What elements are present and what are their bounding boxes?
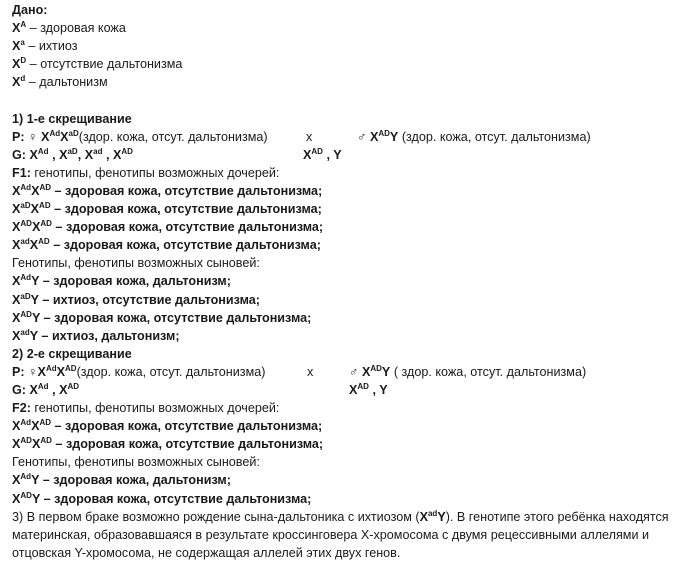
given-title: Дано: bbox=[12, 3, 48, 17]
cross-sign: x bbox=[307, 364, 314, 379]
male-parent: ♂ $X^{AD}Y$ (здор. кожа, отсут. дальтонизма) bbox=[357, 128, 591, 144]
male-gametes: $X^{AD}$ , Y bbox=[303, 146, 342, 162]
male-gametes: $X^{AD}$ , Y bbox=[349, 381, 388, 397]
cross2-gametes-line: G: $X^{Ad}$ , $X^{AD}$ $X^{AD}$ , Y bbox=[12, 381, 688, 399]
conclusion-paragraph: 3) В первом браке возможно рождение сына-дальтоника с ихтиозом $(X^{ad}Y)$. В генотипе этого ребёнка находятся материнская, образовавшаяся в результате кроссинговера Х-хромосома с двумя рецессивными аллелями и отцовская Y-хромосома, не содержащая аллелей этих двух генов. bbox=[12, 508, 669, 560]
cross1-gametes-line: G: $X^{Ad}$ , $X^{aD}$, $X^{ad}$ , $X^{AD}$ $X^{AD}$ , Y bbox=[12, 146, 688, 164]
genotype-line: $X^{AD}X^{AD}$ – здоровая кожа, отсутствие дальтонизма; bbox=[12, 436, 324, 452]
allele-line: $X^D$ – отсутствие дальтонизма bbox=[12, 56, 183, 72]
genotype-line: $X^{ad}X^{AD}$ – здоровая кожа, отсутствие дальтонизма; bbox=[12, 237, 321, 253]
cross2-parents-line: P: $♀X^{Ad}X^{AD}(здор$. кожа, отсут. дальтонизма) x ♂ $X^{AD}Y$ ( здор. кожа, отсут. дальтонизма) bbox=[12, 363, 688, 381]
genotype-line: $X^{Ad}X^{AD}$ – здоровая кожа, отсутствие дальтонизма; bbox=[12, 418, 323, 434]
cross1-heading: 1) 1-е скрещивание bbox=[12, 111, 132, 126]
sons-intro: Генотипы, фенотипы возможных сыновей: bbox=[12, 256, 260, 271]
genotype-line: $X^{Ad}X^{AD}$ – здоровая кожа, отсутствие дальтонизма; bbox=[12, 182, 323, 198]
genotype-line: $X^{Ad}Y$ – здоровая кожа, дальтонизм; bbox=[12, 472, 231, 488]
male-parent: ♂ $X^{AD}Y$ ( здор. кожа, отсут. дальтонизма) bbox=[349, 363, 587, 379]
f2-daughters-intro: F2: генотипы, фенотипы возможных дочерей: bbox=[12, 401, 280, 416]
sons-intro: Генотипы, фенотипы возможных сыновей: bbox=[12, 455, 260, 470]
allele-line: $X^a$ – ихтиоз bbox=[12, 38, 78, 54]
cross2-heading: 2) 2-е скрещивание bbox=[12, 346, 132, 361]
genotype-line: $X^{aD}Y$ – ихтиоз, отсутствие дальтонизма; bbox=[12, 291, 260, 307]
genotype-line: $X^{AD}Y$ – здоровая кожа, отсутствие дальтонизма; bbox=[12, 309, 312, 325]
genotype-line: $X^{Ad}Y$ – здоровая кожа, дальтонизм; bbox=[12, 273, 231, 289]
genotype-line: $X^{AD}Y$ – здоровая кожа, отсутствие дальтонизма; bbox=[12, 490, 312, 506]
cross-sign: x bbox=[306, 129, 313, 144]
genotype-line: $X^{ad}Y$ – ихтиоз, дальтонизм; bbox=[12, 327, 180, 343]
allele-line: $X^d$ – дальтонизм bbox=[12, 74, 108, 90]
solution-document bbox=[12, 1, 688, 562]
genotype-line: $X^{aD}X^{AD}$ – здоровая кожа, отсутствие дальтонизма; bbox=[12, 201, 322, 217]
blank-line bbox=[12, 91, 688, 109]
f1-daughters-intro: F1: генотипы, фенотипы возможных дочерей: bbox=[12, 165, 280, 180]
cross1-parents-line: P: ♀ $X^{Ad}X^{aD}(здор$. кожа, отсут. дальтонизма) x ♂ $X^{AD}Y$ (здор. кожа, отсут. дальтонизма) bbox=[12, 128, 688, 146]
allele-line: $X^A$ – здоровая кожа bbox=[12, 20, 126, 36]
genotype-line: $X^{AD}X^{AD}$ – здоровая кожа, отсутствие дальтонизма; bbox=[12, 219, 324, 235]
